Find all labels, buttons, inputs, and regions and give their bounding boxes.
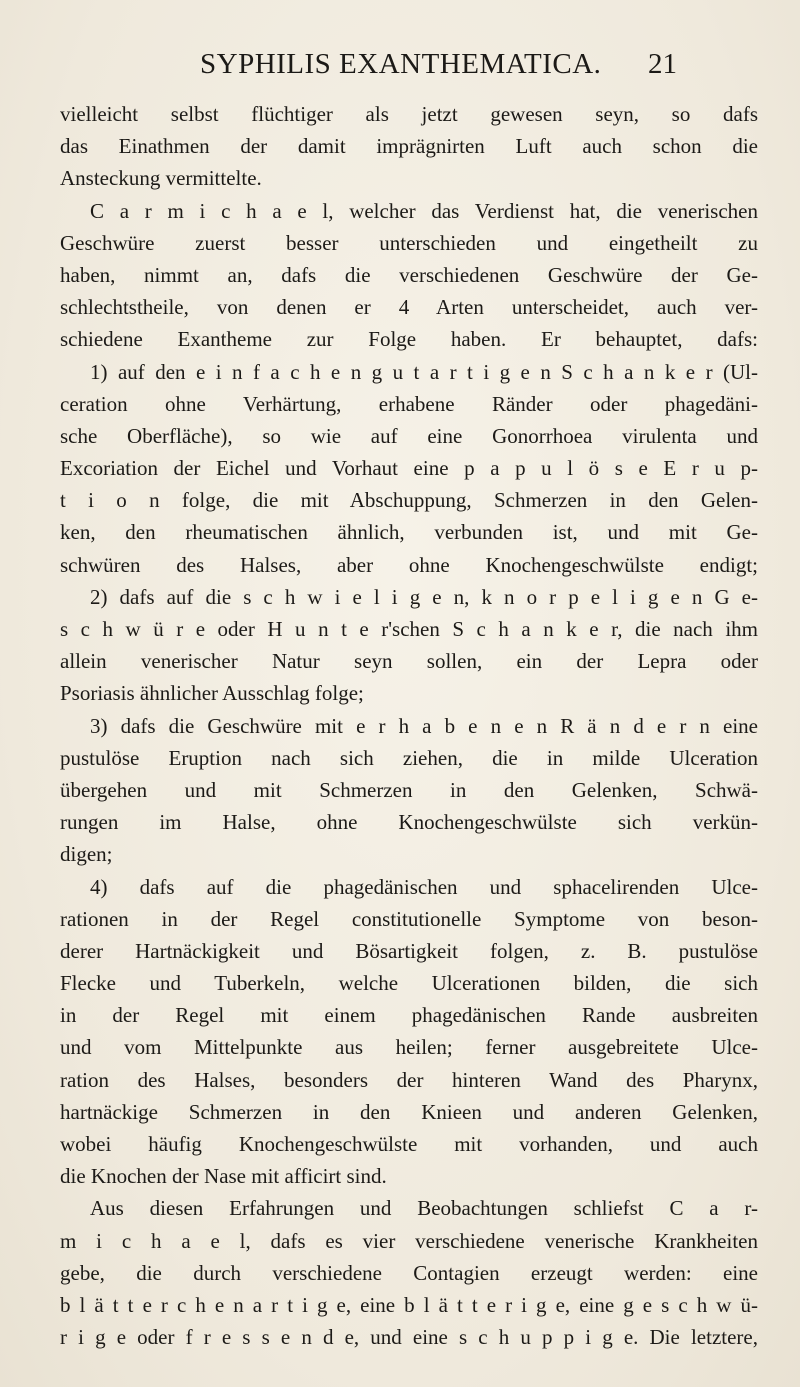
text-line: r i g e oder f r e s s e n d e, und eine s c h u p p i g e. Die letztere,: [60, 1325, 758, 1350]
text-line: derer Hartnäckigkeit und Bösartigkeit folgen, z. B. pustulöse: [60, 938, 758, 963]
text-line: das Einathmen der damit imprägnirten Luft auch schon die: [60, 134, 758, 159]
text-line: C a r m i c h a e l, welcher das Verdienst hat, die venerischen: [90, 198, 758, 223]
text-line: und vom Mittelpunkte aus heilen; ferner ausgebreitete Ulce-: [60, 1035, 758, 1060]
text-line: pustulöse Eruption nach sich ziehen, die in milde Ulceration: [60, 745, 758, 770]
text-line: gebe, die durch verschiedene Contagien erzeugt werden: eine: [60, 1260, 758, 1285]
page-header: [0, 48, 800, 88]
text-line: b l ä t t e r c h e n a r t i g e, eine b l ä t t e r i g e, eine g e s c h w ü-: [60, 1292, 758, 1317]
text-line: Geschwüre zuerst besser unterschieden und eingetheilt zu: [60, 230, 758, 255]
text-line: Aus diesen Erfahrungen und Beobachtungen schliefst C a r-: [90, 1196, 758, 1221]
text-line: sche Oberfläche), so wie auf eine Gonorrhoea virulenta und: [60, 423, 758, 448]
text-line: Excoriation der Eichel und Vorhaut eine p a p u l ö s e E r u p-: [60, 456, 758, 481]
text-line: digen;: [60, 842, 113, 867]
text-line: ration des Halses, besonders der hinteren Wand des Pharynx,: [60, 1067, 758, 1092]
text-line: Flecke und Tuberkeln, welche Ulcerationen bilden, die sich: [60, 971, 758, 996]
text-line: Ansteckung vermittelte.: [60, 166, 262, 191]
text-line: 4) dafs auf die phagedänischen und sphacelirenden Ulce-: [90, 874, 758, 899]
text-line: ken, den rheumatischen ähnlich, verbunden ist, und mit Ge-: [60, 520, 758, 545]
text-line: wobei häufig Knochengeschwülste mit vorhanden, und auch: [60, 1132, 758, 1156]
text-line: die Knochen der Nase mit afficirt sind.: [60, 1164, 387, 1189]
text-line: schiedene Exantheme zur Folge haben. Er behauptet, dafs:: [60, 327, 758, 352]
text-line: haben, nimmt an, dafs die verschiedenen Geschwüre der Ge-: [60, 262, 758, 287]
page-number: 21: [648, 48, 677, 80]
running-title: SYPHILIS EXANTHEMATICA.: [200, 48, 602, 80]
text-line: 3) dafs die Geschwüre mit e r h a b e n e n R ä n d e r n eine: [90, 713, 758, 738]
text-line: s c h w ü r e oder H u n t e r'schen S c h a n k e r, die nach ihm: [60, 617, 758, 641]
text-line: allein venerischer Natur seyn sollen, ein der Lepra oder: [60, 649, 758, 674]
text-line: t i o n folge, die mit Abschuppung, Schmerzen in den Gelen-: [60, 488, 758, 513]
text-line: rationen in der Regel constitutionelle Symptome von beson-: [60, 906, 758, 931]
text-line: in der Regel mit einem phagedänischen Rande ausbreiten: [60, 1003, 758, 1028]
text-line: ceration ohne Verhärtung, erhabene Ränder oder phagedäni-: [60, 391, 758, 416]
text-line: Psoriasis ähnlicher Ausschlag folge;: [60, 681, 364, 706]
text-line: 1) auf den e i n f a c h e n g u t a r t i g e n S c h a n k e r (Ul-: [90, 359, 758, 384]
text-line: m i c h a e l, dafs es vier verschiedene venerische Krankheiten: [60, 1228, 758, 1253]
text-line: schlechtstheile, von denen er 4 Arten unterscheidet, auch ver-: [60, 295, 758, 320]
text-line: hartnäckige Schmerzen in den Knieen und anderen Gelenken,: [60, 1099, 758, 1124]
text-line: schwüren des Halses, aber ohne Knochengeschwülste endigt;: [60, 552, 758, 577]
text-line: rungen im Halse, ohne Knochengeschwülste sich verkün-: [60, 810, 758, 835]
text-line: 2) dafs auf die s c h w i e l i g e n, k n o r p e l i g e n G e-: [90, 584, 758, 609]
text-line: übergehen und mit Schmerzen in den Gelenken, Schwä-: [60, 777, 758, 802]
text-line: vielleicht selbst flüchtiger als jetzt gewesen seyn, so dafs: [60, 102, 758, 126]
body-text: [60, 98, 758, 1353]
